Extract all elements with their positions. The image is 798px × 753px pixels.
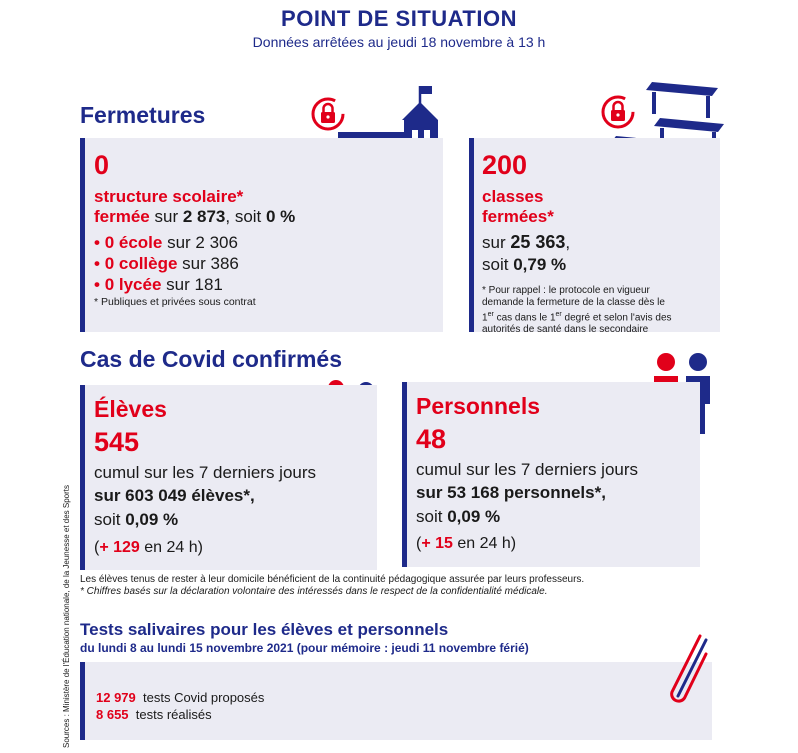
eleves-percent-line (94, 509, 178, 531)
structures-count: 0 (94, 150, 110, 180)
eleves-delta-line (94, 537, 203, 559)
soit-word: , soit (225, 207, 266, 226)
page-title: POINT DE SITUATION (281, 6, 517, 31)
bullet: • (94, 275, 100, 294)
classes-count: 200 (482, 150, 528, 180)
soit-word: soit (94, 510, 126, 529)
sur-word: sur (149, 207, 183, 226)
personnels-percent-line (416, 506, 500, 528)
ecole-value: 0 école (104, 233, 163, 252)
eleves-count: 545 (94, 427, 140, 457)
eleves-delta: + 129 (99, 539, 140, 556)
personnels-delta: + 15 (421, 535, 453, 552)
paren: ( (94, 539, 100, 556)
card-accent-bar (80, 662, 85, 740)
delta-period: en 24 h) (452, 535, 517, 552)
personnels-total: sur 53 168 personnels*, (416, 483, 606, 502)
tests-proposed-line (96, 690, 264, 705)
card-accent-bar (469, 138, 474, 332)
sources-credit: Sources : Ministère de l'Éducation nationale, de la Jeunesse et des Sports (62, 484, 71, 748)
tests-proposed-label: tests Covid proposés (143, 690, 265, 705)
classes-total-line (482, 231, 570, 254)
soit-word: soit (482, 255, 514, 274)
lycee-value: 0 lycée (104, 275, 162, 294)
eleves-title: Élèves (94, 396, 167, 422)
personnels-delta-line (416, 533, 516, 555)
page-subtitle: Données arrêtées au jeudi 18 novembre à 13 h (252, 34, 546, 50)
covid-note-footnote: * Chiffres basés sur la déclaration volontaire des intéressés dans le respect de la confidentialité médicale. (80, 586, 548, 597)
classes-label: classes (482, 187, 544, 206)
note-line: * Pour rappel : le protocole en vigueur (482, 285, 650, 296)
tests-done-value: 8 655 (96, 707, 129, 722)
soit-word: soit (416, 507, 448, 526)
delta-period: en 24 h) (139, 539, 203, 556)
paren: ( (416, 535, 422, 552)
comma: , (565, 233, 571, 252)
classes-total: 25 363 (510, 232, 566, 252)
card-accent-bar (402, 382, 407, 567)
college-total: sur 386 (177, 254, 239, 273)
personnels-percent: 0,09 % (447, 507, 501, 526)
structures-total-line (94, 206, 295, 228)
classes-percent: 0,79 % (513, 255, 567, 274)
note-line: demande la fermeture de la classe dès le (482, 297, 665, 308)
personnels-count: 48 (416, 424, 447, 454)
classes-percent-line (482, 254, 566, 276)
tests-period: du lundi 8 au lundi 15 novembre 2021 (pour mémoire : jeudi 11 novembre férié) (80, 641, 529, 655)
eleves-total: sur 603 049 élèves*, (94, 486, 255, 505)
structures-label: structure scolaire* (94, 187, 244, 206)
college-value: 0 collège (104, 254, 178, 273)
tests-heading: Tests salivaires pour les élèves et personnels (80, 620, 449, 639)
lycee-total: sur 181 (161, 275, 223, 294)
tests-done-line (96, 707, 212, 722)
personnels-cumul: cumul sur les 7 derniers jours (416, 460, 639, 479)
ecole-total: sur 2 306 (162, 233, 238, 252)
structures-percent: 0 % (266, 207, 296, 226)
structures-note: * Publiques et privées sous contrat (94, 296, 256, 308)
tests-done-label: tests réalisés (135, 707, 212, 722)
tests-proposed-value: 12 979 (96, 690, 136, 705)
list-item (94, 274, 239, 295)
eleves-percent: 0,09 % (125, 510, 179, 529)
list-item (94, 232, 239, 253)
note-line: 1er cas dans le 1er degré et selon l'avis des (482, 311, 672, 324)
paperclip-icon (662, 630, 712, 710)
covid-heading: Cas de Covid confirmés (80, 346, 343, 372)
bullet: • (94, 233, 100, 252)
covid-note-continuity: Les élèves tenus de rester à leur domicile bénéficient de la continuité pédagogique assurée par leurs professeurs. (80, 574, 585, 585)
card-accent-bar (80, 385, 85, 570)
list-item (94, 253, 239, 274)
personnels-title: Personnels (416, 393, 540, 419)
card-accent-bar (80, 138, 85, 332)
note-line: autorités de santé dans le secondaire (482, 324, 649, 336)
bullet: • (94, 254, 100, 273)
classes-note (482, 285, 714, 336)
eleves-cumul: cumul sur les 7 derniers jours (94, 463, 317, 482)
structures-total: 2 873 (182, 207, 226, 226)
structures-breakdown-list (94, 232, 239, 295)
fermetures-heading: Fermetures (80, 102, 206, 128)
classes-closed-label: fermées* (482, 207, 554, 226)
closed-word: fermée (94, 207, 150, 226)
sur-word: sur (482, 233, 511, 252)
